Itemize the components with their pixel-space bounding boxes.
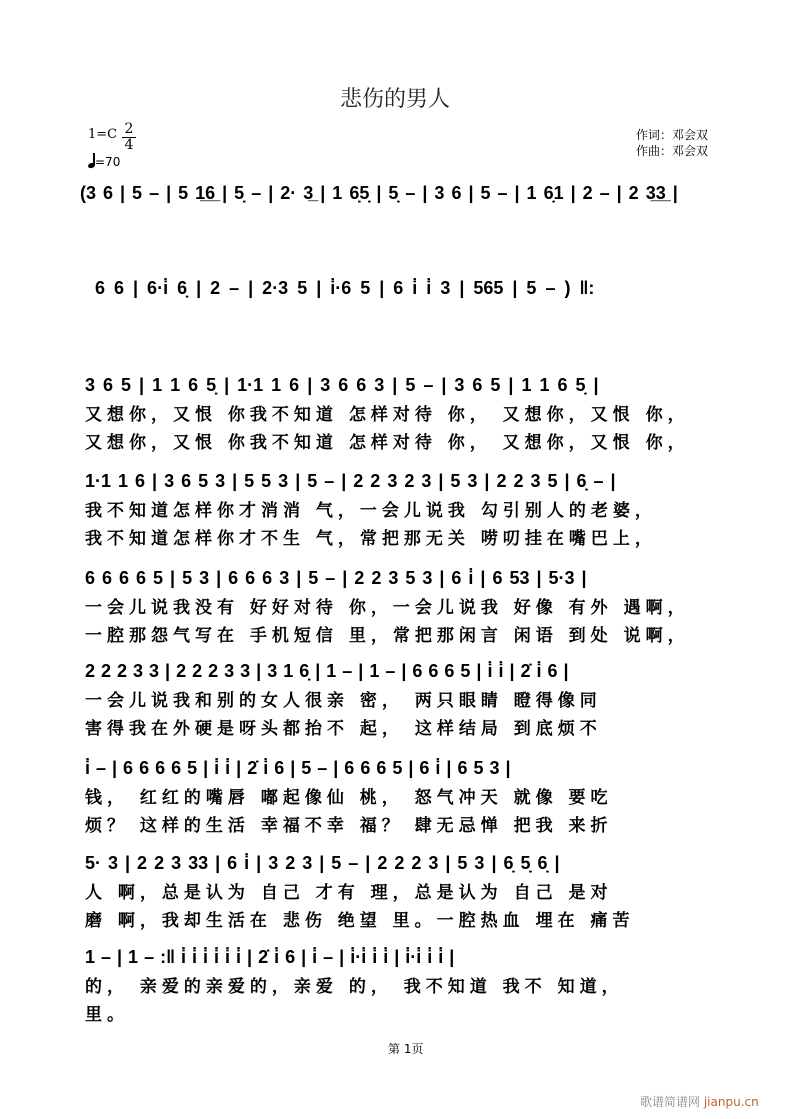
watermark	[640, 1093, 759, 1110]
notation-line: 1·1 1 6 | 3 6 5 3 | 5 5 3 | 5 – | 2 2 3 2 3 | 5 3 | 2 2 3 5 | 6̣ – |	[85, 471, 616, 491]
watermark-cn: 歌谱简谱网	[640, 1095, 701, 1109]
notation-line: 3 6 5 | 1 1 6 5̣ | 1·1 1 6 | 3 6 6 3 | 5 – | 3 6 5 | 1 1 6 5̣ |	[85, 375, 599, 395]
page-number: 第 1页	[388, 1042, 424, 1056]
composer: 作曲：邓会双	[636, 144, 709, 158]
notation-line: 6 6 | 6·i̇ 6̣ | 2 – | 2·3 5 | i̇·6 5 | 6 i̇ i̇ 3 | 565 | 5 – ) ‖:	[95, 278, 595, 298]
lyrics-verse-1: 我不知道怎样你才消消 气，一会儿说我 勾引别人的老婆，	[85, 501, 657, 521]
time-denominator: 4	[124, 137, 134, 153]
lyrics-verse-1: 钱， 红红的嘴唇 嘟起像仙 桃， 怒气冲天 就像 要吃	[85, 788, 613, 808]
notation-line: 5· 3 | 2 2 3 33 | 6 i̇ | 3 2 3 | 5 – | 2 2 2 3 | 5 3 | 6̣ 5̣ 6̣ |	[85, 853, 560, 873]
lyrics-verse-2: 我不知道怎样你才不生 气，常把那无关 唠叨挂在嘴巴上，	[85, 529, 657, 549]
key-signature: 1=C	[88, 127, 118, 142]
lyrics-verse-2: 烦？ 这样的生活 幸福不幸 福？ 肆无忌惮 把我 来折	[85, 816, 613, 836]
lyrics-verse-2: 里。	[85, 1005, 129, 1025]
lyrics-verse-1: 人 啊，总是认为 自己 才有 理，总是认为 自己 是对	[85, 883, 613, 903]
notation-line: 6 6 6 6 5 | 5 3 | 6 6 6 3 | 5 – | 2 2 3 5 3 | 6 i̇ | 6 53 | 5·3 |	[85, 568, 587, 588]
lyrics-verse-2: 磨 啊，我却生活在 悲伤 绝望 里。一腔热血 埋在 痛苦	[85, 911, 635, 931]
lyrics-verse-2: 害得我在外硬是呀头都抬不 起， 这样结局 到底烦不	[85, 719, 602, 739]
tempo-marking: =70	[88, 153, 120, 169]
lyricist: 作词：邓会双	[636, 128, 709, 142]
credits	[636, 127, 708, 159]
lyrics-verse-1: 又想你，又恨 你我不知道 怎样对待 你， 又想你，又恨 你，	[85, 405, 690, 425]
notation-line: i̇ – | 6 6 6 6 5 | i̇ i̇ | 2̇ i̇ 6 | 5 – | 6 6 6 5 | 6 i̇ | 6 5 3 |	[85, 758, 511, 778]
notation-line: 1 – | 1 – :‖ i̇ i̇ i̇ i̇ i̇ i̇ | 2̇ i̇ 6 | i̇ – | i̇·i̇ i̇ i̇ | i̇·i̇ i̇ i̇ |	[85, 947, 455, 967]
lyrics-verse-1: 一会儿说我和别的女人很亲 密， 两只眼睛 瞪得像同	[85, 691, 602, 711]
watermark-en: jianpu.cn	[703, 1095, 759, 1109]
lyrics-verse-1: 一会儿说我没有 好好对待 你，一会儿说我 好像 有外 遇啊，	[85, 598, 690, 618]
time-numerator: 2	[122, 122, 136, 138]
notation-line: 2 2 2 3 3 | 2 2 2 3 3 | 3 1 6̣ | 1 – | 1 – | 6 6 6 5 | i̇ i̇ | 2̇ i̇ 6 |	[85, 661, 569, 681]
lyrics-verse-1: 的， 亲爱的亲爱的，亲爱 的， 我不知道 我不 知道，	[85, 977, 624, 997]
lyrics-verse-2: 一腔那怨气写在 手机短信 里，常把那闲言 闲语 到处 说啊，	[85, 626, 690, 646]
time-signature	[122, 122, 136, 153]
quarter-note-icon	[88, 153, 95, 168]
lyrics-verse-2: 又想你，又恨 你我不知道 怎样对待 你， 又想你，又恨 你，	[85, 433, 690, 453]
song-title: 悲伤的男人	[339, 87, 450, 112]
notation-line: (3 6 | 5 – | 5 1̲6̲ | 5̣ – | 2· 3̲ | 1 6̣5̣ | 5̣ – | 3 6 | 5 – | 1 6̣1 | 2 – | 2 3̲3̲ |	[80, 183, 678, 203]
